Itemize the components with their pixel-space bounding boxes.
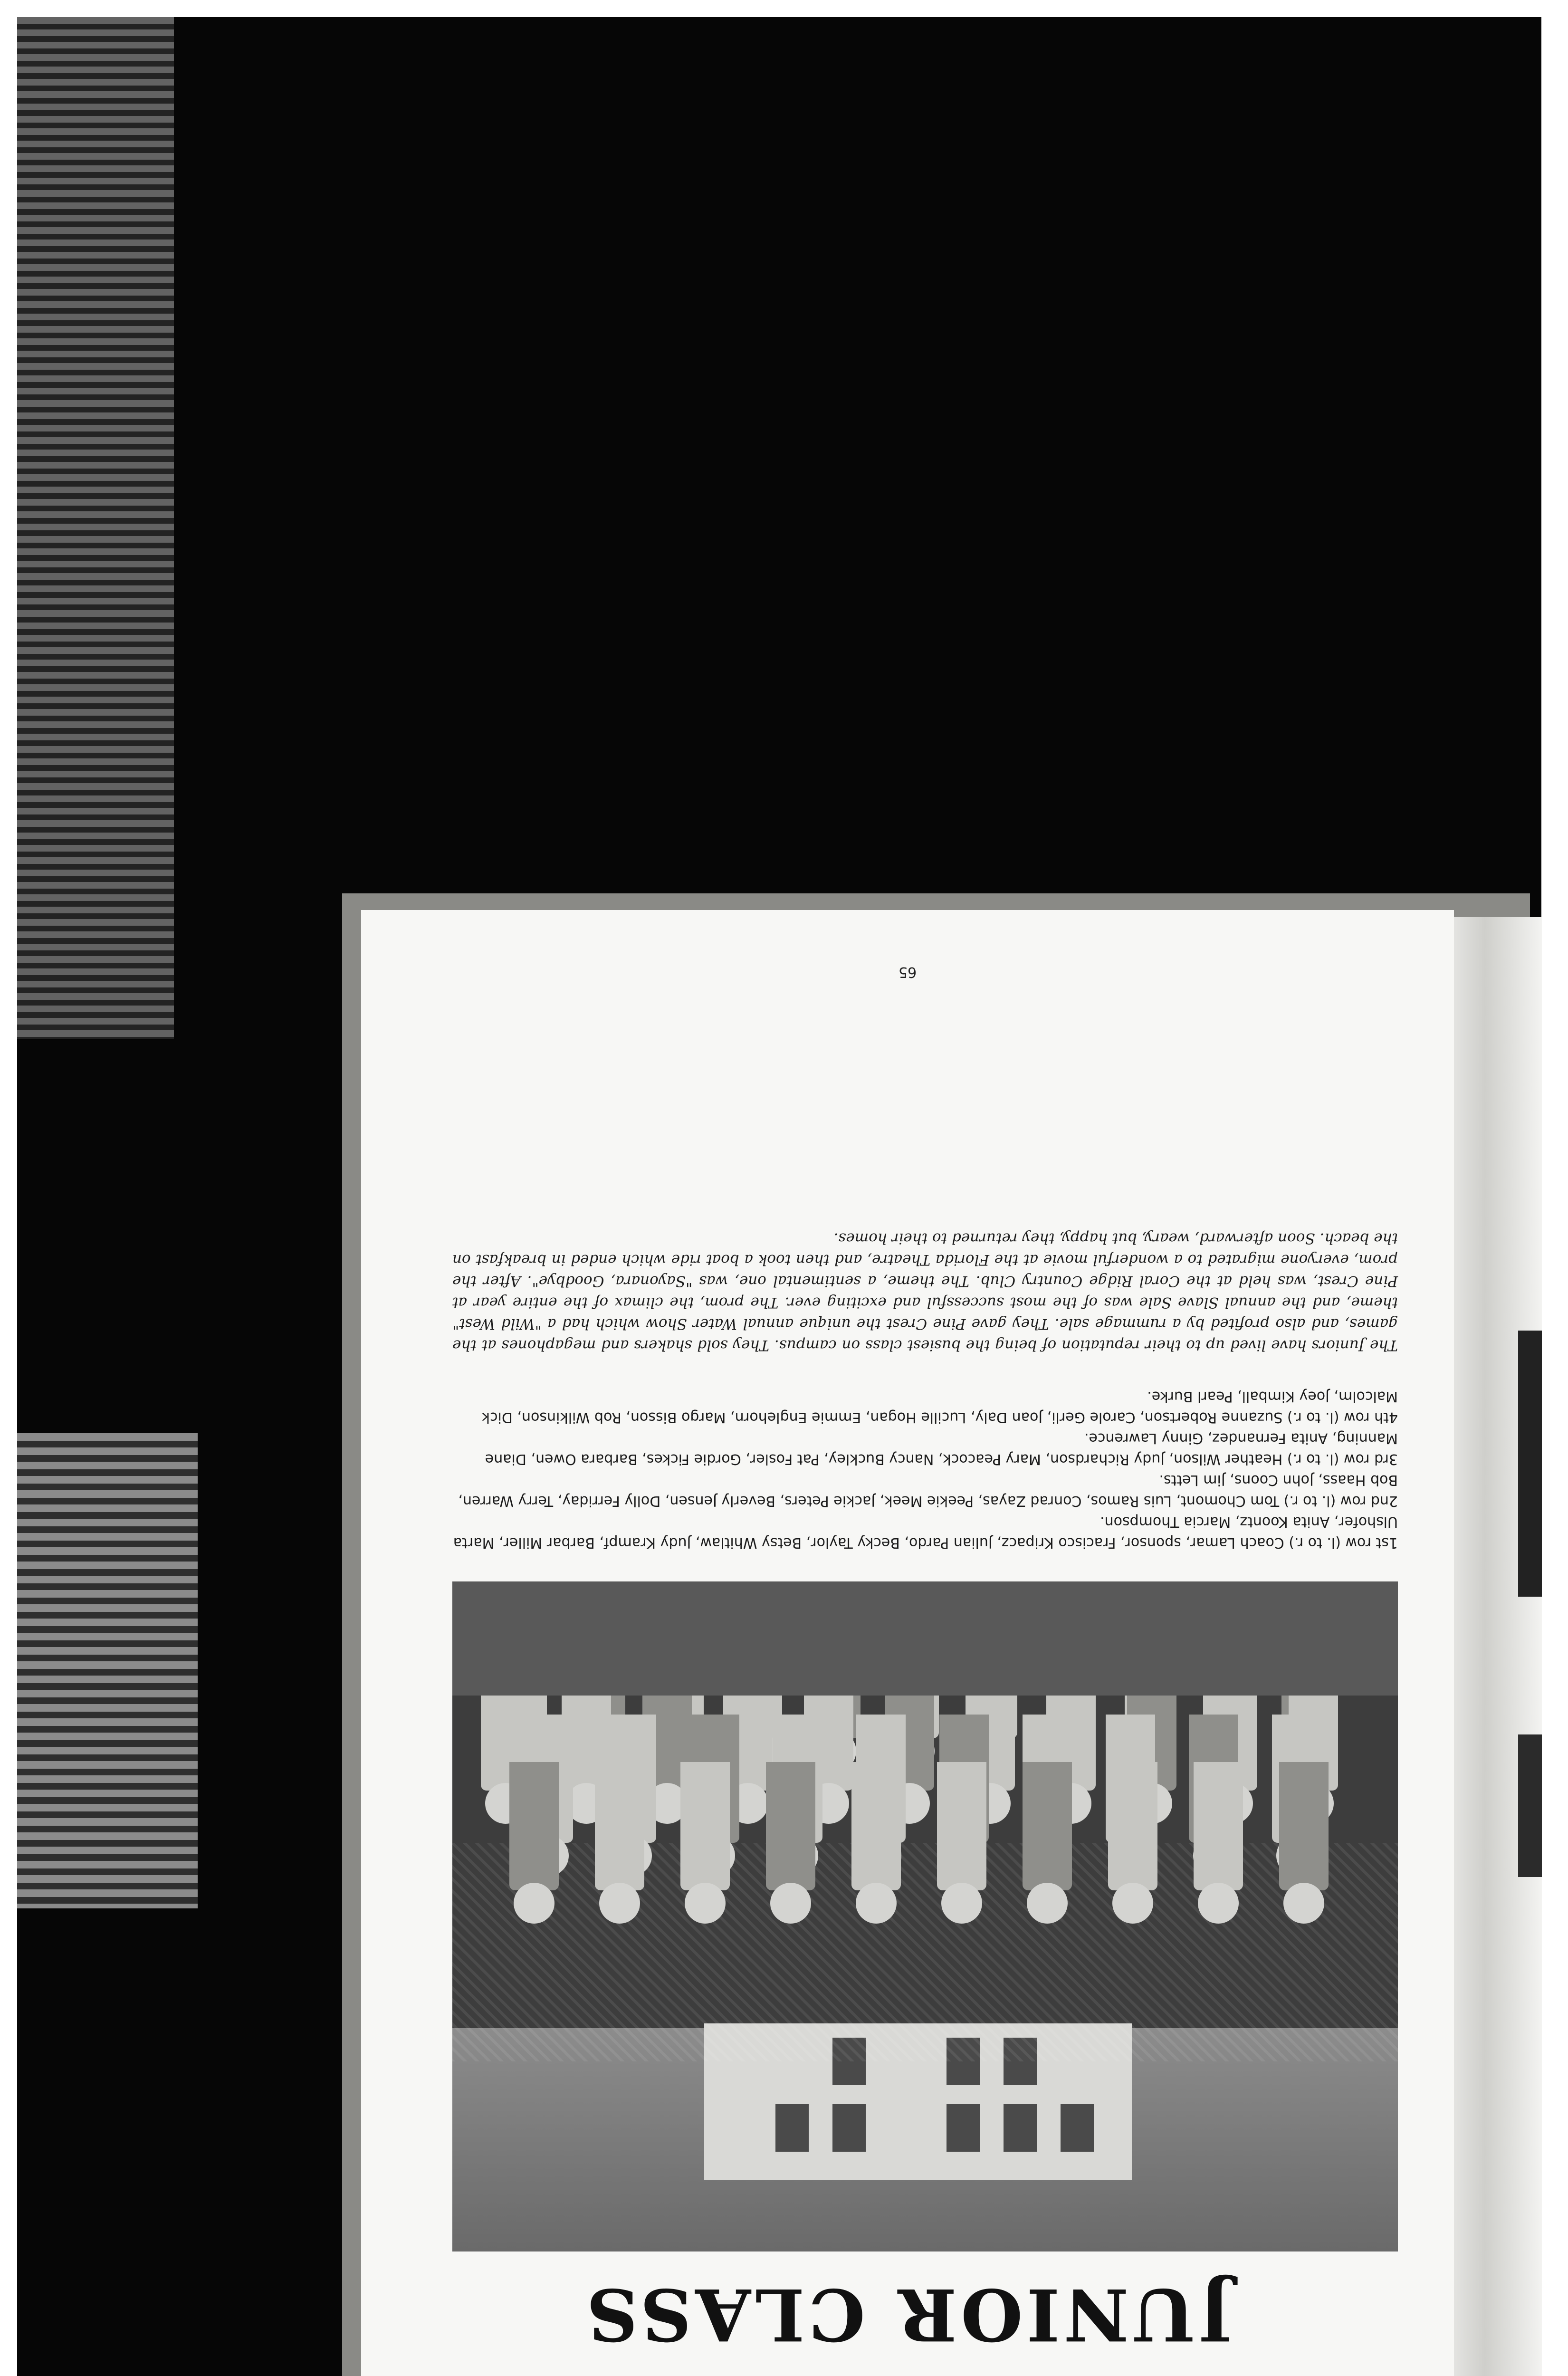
photo-student-face: [1027, 1883, 1068, 1924]
photo-student-face: [941, 1883, 982, 1924]
class-summary: The Juniors have lived up to their reputation of being the busiest class on campus. They sold shakers and megaphones at the games, and also profited by a rummage sale. They gave Pine Crest the unique annual Water Show which had a "Wild West" theme, and the annual Slave Sale was of the most successful and exciting ever. The prom, the climax of the entire year at Pine Crest, was held at the Coral Ridge Country Club. The theme, a sentimental one, was "Sayonara, Goodbye". After the prom, everyone migrated to a wonderful movie at the Florida Theatre, and then took a boat ride which ended in breakfast on the beach. Soon afterward, weary, but happy, they returned to their homes.: [452, 1230, 1398, 1354]
scanner-banding-bottom: [17, 1433, 198, 1908]
photo-student-body: [1108, 1762, 1157, 1890]
photo-student-face: [1198, 1883, 1239, 1924]
page-title: JUNIOR CLASS: [583, 2272, 1233, 2356]
photo-student-face: [856, 1883, 897, 1924]
photo-fence: [452, 1843, 1398, 2061]
yearbook-page: [361, 910, 1454, 2376]
photo-caption: [452, 1386, 1398, 1553]
scanner-banding-top: [17, 17, 174, 1039]
photo-student-body: [1279, 1762, 1329, 1890]
photo-student-body: [1194, 1762, 1243, 1890]
photo-student-body: [1023, 1762, 1072, 1890]
photo-student-face: [599, 1883, 640, 1924]
photo-student-face: [1283, 1883, 1324, 1924]
page-content-inverted: [361, 910, 1454, 2376]
photo-student-face: [770, 1883, 811, 1924]
book-spine: [1447, 917, 1542, 2376]
page-number: 65: [898, 964, 917, 980]
photo-student-face: [1112, 1883, 1153, 1924]
facing-page-photo-edge: [1518, 1331, 1542, 1597]
caption-row-2: 2nd row (l. to r.) Tom Chomont, Luis Ramos, Conrad Zayas, Peekie Meek, Jackie Peters, Beverly Jensen, Dolly Ferriday, Terry Warren, Bob Haass, John Coons, Jim Letts.: [458, 1472, 1398, 1509]
photo-student-body: [509, 1762, 559, 1890]
photo-student-body: [937, 1762, 986, 1890]
photo-grass: [452, 1581, 1398, 1696]
photo-student-body: [766, 1762, 815, 1890]
caption-row-3: 3rd row (l. to r.) Heather Wilson, Judy Richardson, Mary Peacock, Nancy Buckley, Pat Fosler, Gordie Fickes, Barbara Owen, Diane Manning, Anita Fernandez, Ginny Lawrence.: [485, 1430, 1398, 1467]
caption-row-4: 4th row (l. to r.) Suzanne Robertson, Carole Gerli, Joan Daly, Lucille Hogan, Emmie Englehorn, Margo Bisson, Rob Wilkinson, Dick Malcolm, Joey Kimball, Pearl Burke.: [481, 1388, 1398, 1426]
class-photo: [452, 1581, 1398, 2251]
photo-student-face: [685, 1883, 726, 1924]
facing-page-photo-edge: [1518, 1734, 1542, 1877]
caption-row-1: 1st row (l. to r.) Coach Lamar, sponsor, Fracisco Kripacz, Julian Pardo, Becky Taylor, Betsy Whitlaw, Judy Krampf, Barbar Miller, Marta Ulshofer, Anita Koontz, Marcia Thompson.: [453, 1514, 1398, 1551]
photo-student-face: [514, 1883, 555, 1924]
photo-student-body: [680, 1762, 730, 1890]
photo-student-body: [851, 1762, 901, 1890]
photo-student-body: [595, 1762, 644, 1890]
